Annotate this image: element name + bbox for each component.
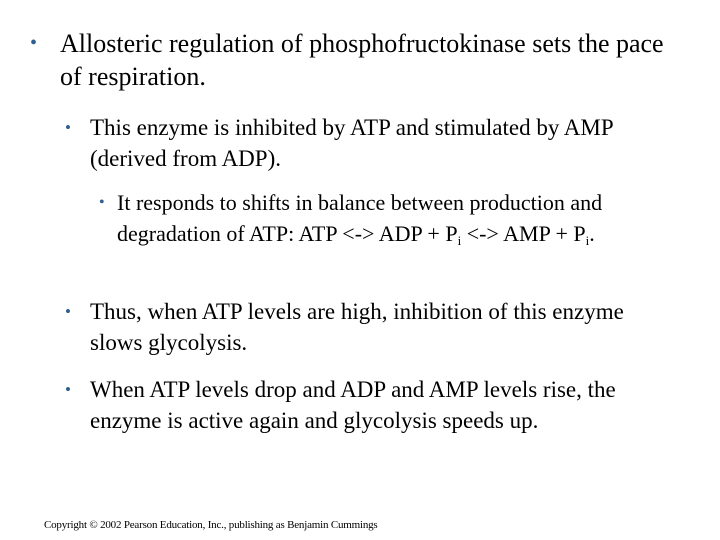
bullet-text	[117, 187, 659, 249]
bullet-marker: •	[65, 302, 71, 321]
bullet-text: When ATP levels drop and ADP and AMP levels rise, the enzyme is active again and glycolysis speeds up.	[90, 377, 616, 433]
text-part: .	[589, 221, 595, 246]
bullet-marker: •	[65, 118, 71, 137]
bullet-allosteric-regulation	[30, 27, 670, 93]
bullet-text: Allosteric regulation of phosphofructokinase sets the pace of respiration.	[60, 29, 664, 91]
copyright-footer: Copyright © 2002 Pearson Education, Inc., publishing as Benjamin Cummings	[44, 519, 378, 531]
bullet-marker: •	[30, 32, 38, 54]
bullet-text: This enzyme is inhibited by ATP and stimulated by AMP (derived from ADP).	[90, 115, 613, 171]
bullet-responds-to-shifts	[99, 187, 659, 249]
bullet-marker: •	[65, 380, 71, 399]
bullet-enzyme-inhibited	[65, 112, 645, 174]
bullet-text: Thus, when ATP levels are high, inhibition of this enzyme slows glycolysis.	[90, 299, 624, 355]
text-part: <-> AMP + P	[461, 221, 586, 246]
bullet-marker: •	[99, 194, 105, 211]
bullet-atp-drop	[65, 374, 665, 436]
text-part: It responds to shifts in balance between production and degradation of ATP: ATP <-> ADP + P	[117, 190, 603, 246]
bullet-atp-high	[65, 296, 645, 358]
subscript-i: i	[585, 233, 590, 248]
subscript-i: i	[457, 233, 462, 248]
